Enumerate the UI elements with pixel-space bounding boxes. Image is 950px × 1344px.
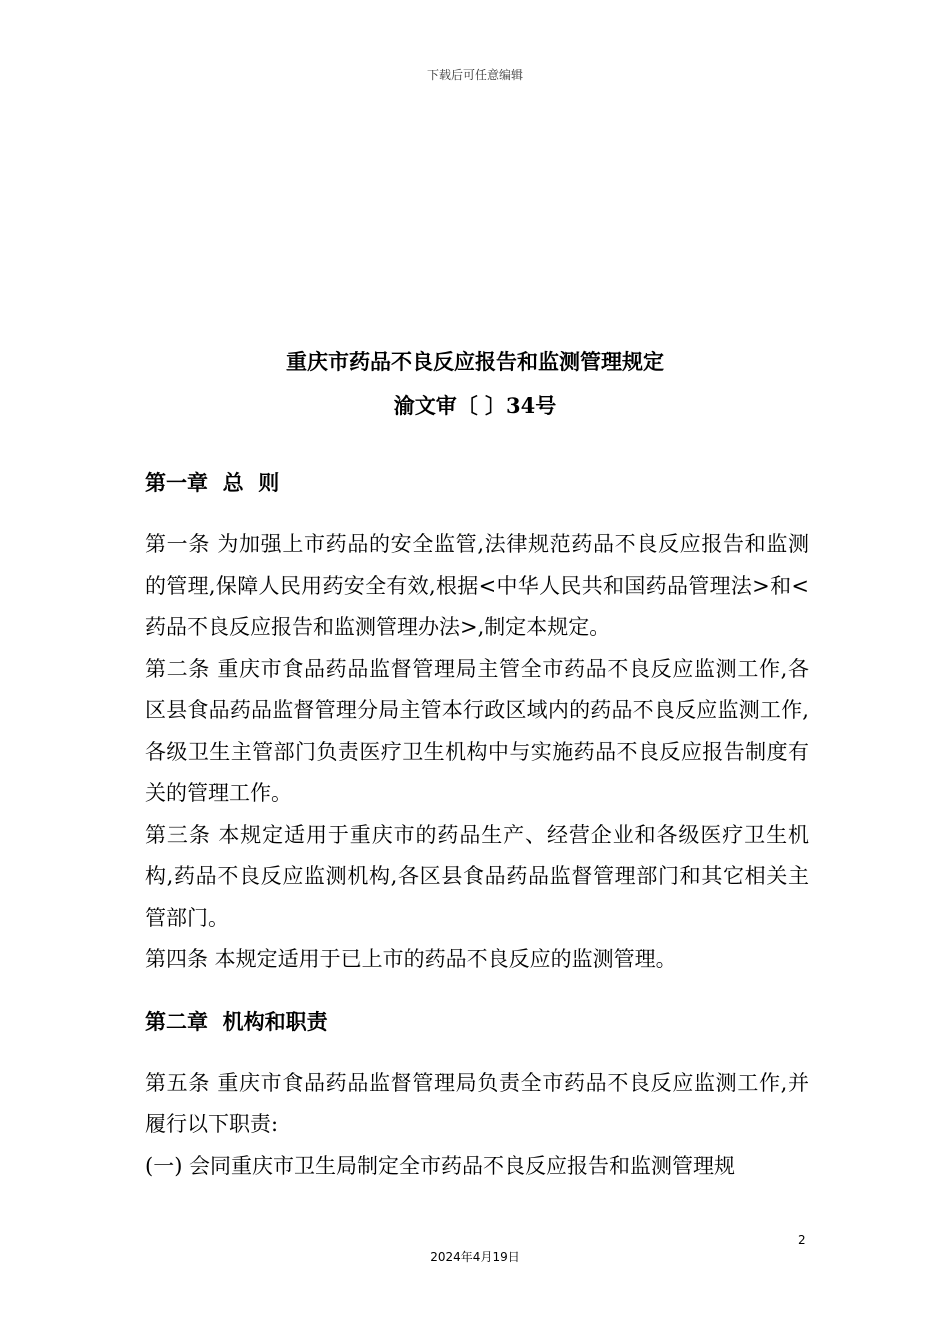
page-number: 2 (798, 1233, 806, 1247)
chapter-heading: 第一章 总 则 (145, 470, 280, 495)
article-paragraph: 第一条 为加强上市药品的安全监管,法律规范药品不良反应报告和监测的管理,保障人民用药安全有效,根据<中华人民共和国药品管理法>和<药品不良反应报告和监测管理办法>,制定本规定。 (145, 532, 809, 639)
article-paragraph: 第三条 本规定适用于重庆市的药品生产、经营企业和各级医疗卫生机构,药品不良反应监测机构,各区县食品药品监督管理部门和其它相关主管部门。 (145, 822, 809, 930)
document-title: 重庆市药品不良反应报告和监测管理规定 (286, 349, 664, 374)
article-paragraph: 第五条 重庆市食品药品监督管理局负责全市药品不良反应监测工作,并履行以下职责: (145, 1070, 809, 1136)
title-block (0, 343, 950, 425)
article-paragraph: 第四条 本规定适用于已上市的药品不良反应的监测管理。 (145, 947, 677, 971)
chapter-heading: 第二章 机构和职责 (145, 1008, 328, 1034)
article-paragraph: 第二条 重庆市食品药品监督管理局主管全市药品不良反应监测工作,各区县食品药品监督管理分局主管本行政区域内的药品不良反应监测工作,各级卫生主管部门负责医疗卫生机构中与实施药品不良反应报告制度有关的管理工作。 (145, 656, 809, 805)
document-body (145, 464, 809, 1187)
header-note: 下载后可任意编辑 (426, 68, 523, 82)
article-paragraph: (一) 会同重庆市卫生局制定全市药品不良反应报告和监测管理规 (145, 1153, 736, 1178)
document-number: 渝文审〔 〕34号 (393, 393, 557, 418)
footer-date: 2024年4月19日 (430, 1250, 520, 1264)
